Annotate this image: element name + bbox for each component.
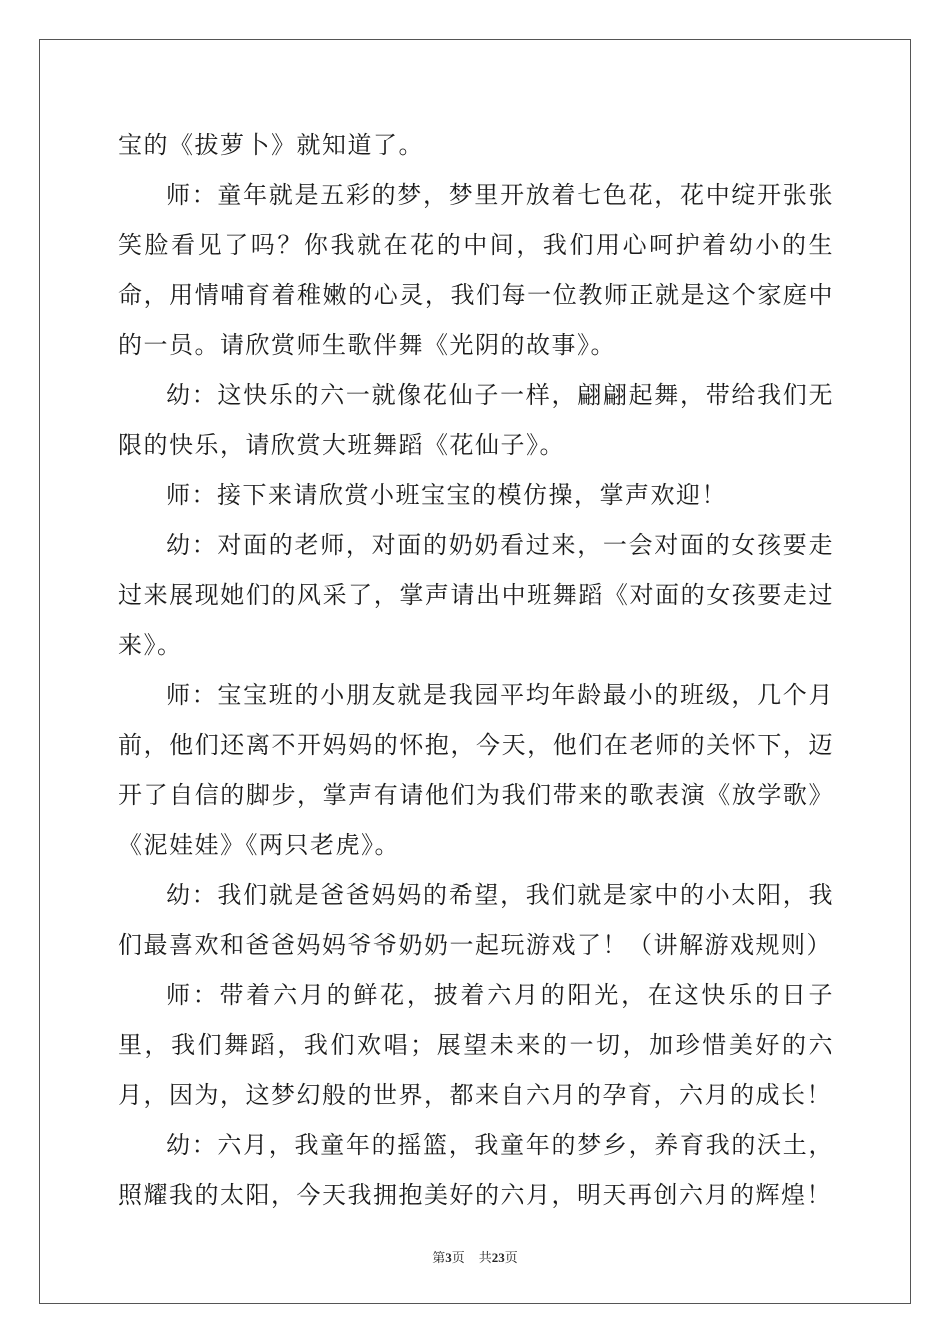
paragraph: 幼：对面的老师，对面的奶奶看过来，一会对面的女孩要走过来展现她们的风采了，掌声请出中班舞蹈《对面的女孩要走过来》。 [118,531,834,659]
document-body [118,120,834,1220]
total-suffix: 页 [504,1251,518,1266]
page-footer [0,1247,950,1266]
total-prefix: 共 [478,1251,492,1266]
paragraph: 师：宝宝班的小朋友就是我园平均年龄最小的班级，几个月前，他们还离不开妈妈的怀抱，今天，他们在老师的关怀下，迈开了自信的脚步，掌声有请他们为我们带来的歌表演《放学歌》《泥娃娃》《两只老虎》。 [118,681,834,859]
total-pages: 23 [491,1250,505,1265]
paragraph: 宝的《拔萝卜》就知道了。 [118,131,424,159]
paragraph: 师：接下来请欣赏小班宝宝的模仿操，掌声欢迎！ [166,481,727,509]
page-number: 3 [445,1250,452,1265]
page-suffix: 页 [451,1251,465,1266]
paragraph: 幼：这快乐的六一就像花仙子一样，翩翩起舞，带给我们无限的快乐，请欣赏大班舞蹈《花仙子》。 [118,381,834,459]
page-prefix: 第 [432,1251,446,1266]
paragraph: 师：带着六月的鲜花，披着六月的阳光，在这快乐的日子里，我们舞蹈，我们欢唱；展望未来的一切，加珍惜美好的六月，因为，这梦幻般的世界，都来自六月的孕育，六月的成长！ [118,981,834,1109]
paragraph: 幼：我们就是爸爸妈妈的希望，我们就是家中的小太阳，我们最喜欢和爸爸妈妈爷爷奶奶一起玩游戏了！（讲解游戏规则） [118,881,834,959]
paragraph: 师：童年就是五彩的梦，梦里开放着七色花，花中绽开张张笑脸看见了吗？你我就在花的中间，我们用心呵护着幼小的生命，用情哺育着稚嫩的心灵，我们每一位教师正就是这个家庭中的一员。请欣赏师生歌伴舞《光阴的故事》。 [118,181,834,359]
paragraph: 幼：六月，我童年的摇篮，我童年的梦乡，养育我的沃土，照耀我的太阳，今天我拥抱美好的六月，明天再创六月的辉煌！ [118,1131,834,1209]
